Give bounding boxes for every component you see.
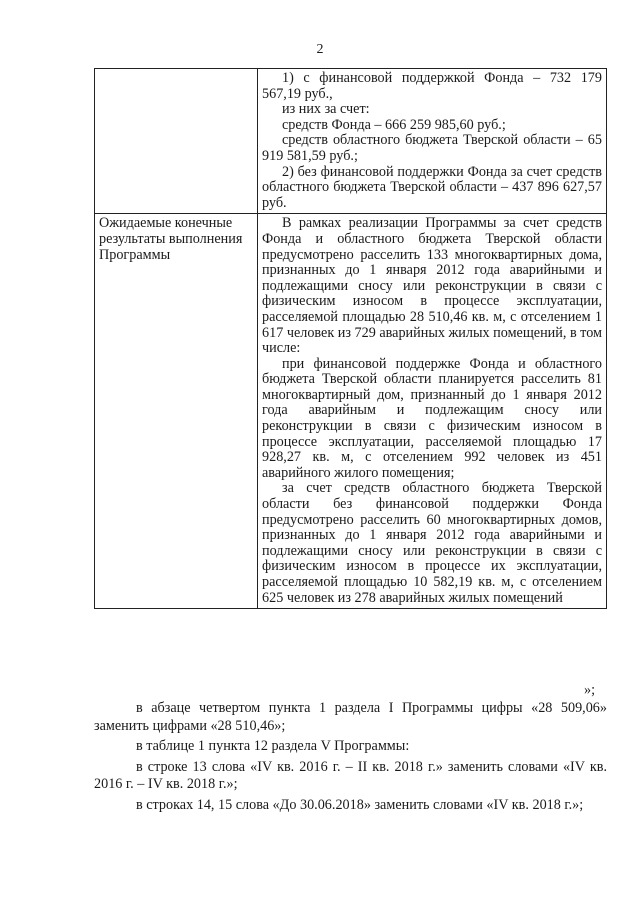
quote-close: »; — [584, 682, 596, 698]
table-row-results — [95, 214, 607, 609]
table-cell-empty — [95, 69, 258, 214]
financing-line-3: средств Фонда – 666 259 985,60 руб.; — [282, 116, 506, 133]
financing-line-5: 2) без финансовой поддержки Фонда за счет средств областного бюджета Тверской области – 437 896 627,57 руб. — [262, 163, 602, 211]
results-paragraph-2: при финансовой поддержке Фонда и областного бюджета Тверской области планируется расселить 81 многоквартирный дом, признанный до 1 января 2012 года аварийным и подлежащим сносу или реконструкции в связи с физическим износом в процессе эксплуатации, расселяемой площадью 17 928,27 кв. м, с отселением 992 человек из 451 аварийного жилого помещения; — [262, 355, 602, 481]
financing-line-1: 1) с финансовой поддержкой Фонда – 732 179 567,19 руб., — [262, 70, 602, 102]
table-cell-results — [258, 214, 607, 609]
page-number: 2 — [316, 42, 324, 57]
financing-line-2: из них за счет: — [282, 101, 370, 118]
amendment-text — [94, 700, 607, 814]
amendment-paragraph-3: в строке 13 слова «IV кв. 2016 г. – II кв. 2018 г.» заменить словами «IV кв. 2016 г. – IV кв. 2018 г.»; — [94, 758, 607, 792]
results-label: Ожидаемые конечные результаты выполнения Программы — [99, 215, 243, 263]
table-cell-financing — [258, 69, 607, 214]
table-row-financing — [95, 69, 607, 214]
results-paragraph-3: за счет средств областного бюджета Тверской области без финансовой поддержки Фонда предусмотрено расселить 60 многоквартирных домов, признанных до 1 января 2012 года аварийными и подлежащими сносу или реконструкции в связи с физическим износом в процессе их эксплуатации, расселяемой площадью 10 582,19 кв. м, с отселением 625 человек из 278 аварийных жилых помещений — [262, 480, 602, 606]
amendment-paragraph-2: в таблице 1 пункта 12 раздела V Программы: — [136, 738, 410, 754]
amendment-paragraph-1: в абзаце четвертом пункта 1 раздела I Программы цифры «28 509,06» заменить цифрами «28 510,46»; — [94, 700, 607, 734]
program-passport-table — [94, 68, 607, 609]
table-cell-results-label — [95, 214, 258, 609]
amendment-paragraph-4: в строках 14, 15 слова «До 30.06.2018» заменить словами «IV кв. 2018 г.»; — [136, 796, 584, 813]
results-paragraph-1: В рамках реализации Программы за счет средств Фонда и областного бюджета Тверской области предусмотрено расселить 133 многоквартирных дома, признанных до 1 января 2012 года аварийными и подлежащими сносу или реконструкции в связи с физическим износом в процессе эксплуатации, расселяемой площадью 28 510,46 кв. м, с отселением 1 617 человек из 729 аварийных жилых помещений, в том числе: — [262, 215, 603, 357]
financing-line-4: средств областного бюджета Тверской области – 65 919 581,59 руб.; — [262, 132, 602, 164]
